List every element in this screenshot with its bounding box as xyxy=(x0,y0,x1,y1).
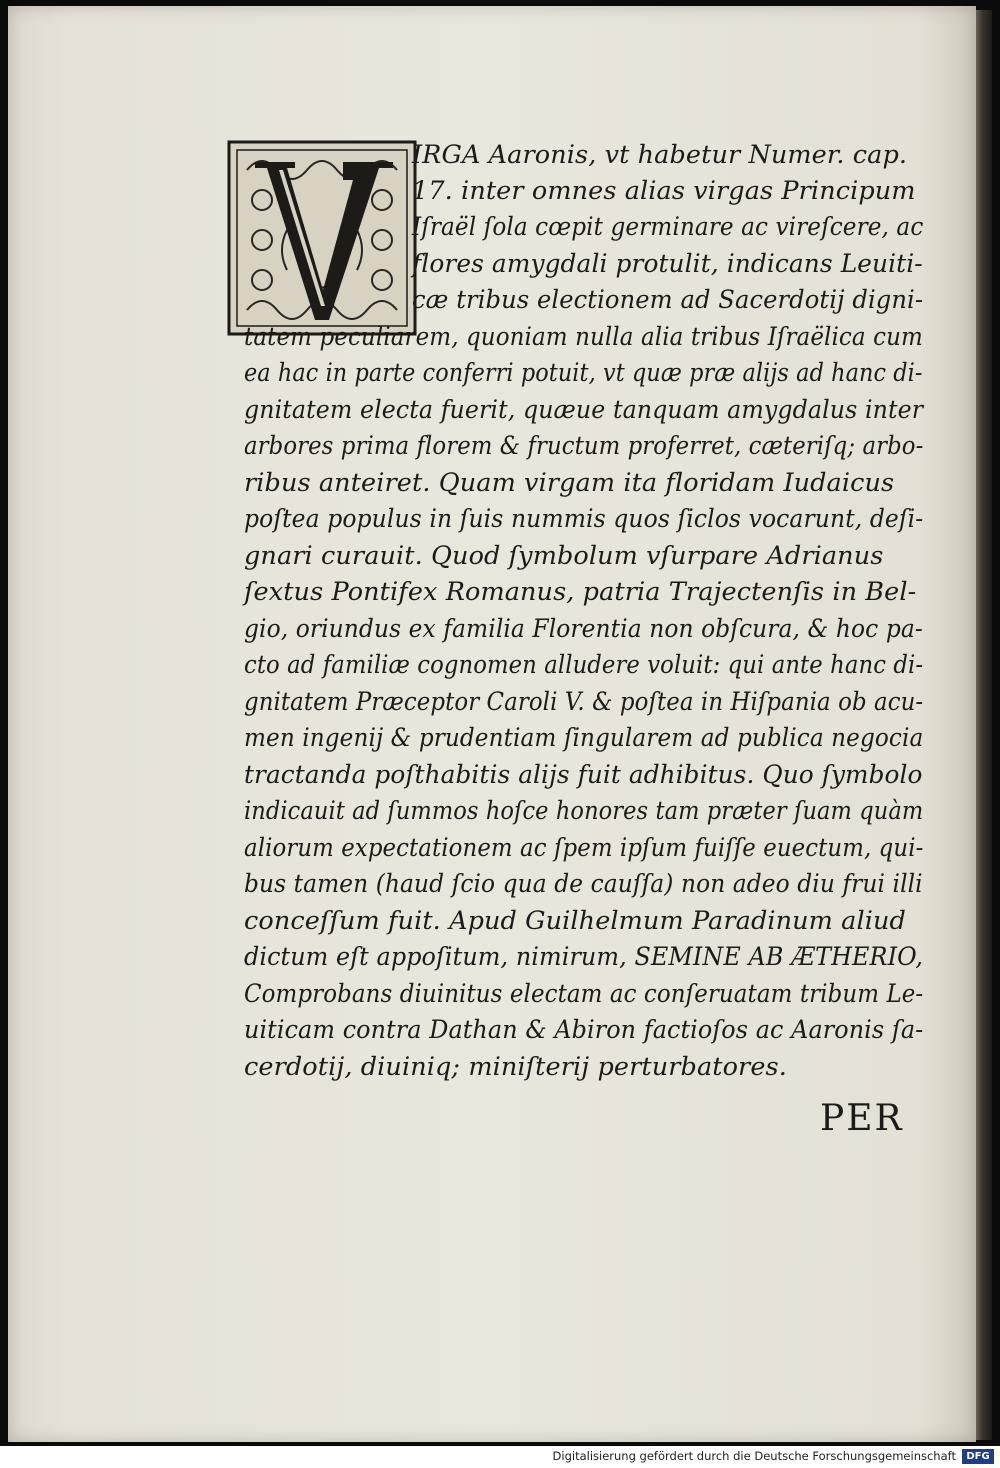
page-edge xyxy=(976,10,992,1440)
text-line-16: gnitatem Præceptor Caroli V. & poſtea in Hiſpania ob acu- xyxy=(244,687,924,717)
text-line-21: bus tamen (haud ſcio qua de cauſſa) non adeo diu frui illi xyxy=(244,869,923,899)
text-line-6: tatem peculiarem, quoniam nulla alia tribus Iſraëlica cum xyxy=(244,322,923,352)
credit-text: Digitalisierung gefördert durch die Deutsche Forschungsgemeinschaft xyxy=(552,1449,956,1463)
text-line-13: ſextus Pontifex Romanus, patria Trajectenſis in Bel- xyxy=(244,577,917,607)
credit-bar xyxy=(0,1446,1000,1468)
text-line-1: IRGA Aaronis, vt habetur Numer. cap. xyxy=(412,140,908,170)
text-line-8: gnitatem electa fuerit, quæue tanquam amygdalus inter xyxy=(244,395,924,425)
text-line-14: gio, oriundus ex familia Florentia non obſcura, & hoc pa- xyxy=(244,614,923,644)
text-line-12: gnari curauit. Quod ſymbolum vſurpare Adrianus xyxy=(244,541,884,571)
text-line-17: men ingenij & prudentiam ſingularem ad publica negocia xyxy=(244,723,924,753)
book-page xyxy=(8,6,976,1442)
text-line-25: uiticam contra Dathan & Abiron factioſos ac Aaronis ſa- xyxy=(244,1015,924,1045)
text-line-5: cæ tribus electionem ad Sacerdotij digni- xyxy=(412,285,924,315)
text-line-10: ribus anteiret. Quam virgam ita floridam Iudaicus xyxy=(244,468,895,498)
text-line-9: arbores prima florem & fructum proferret, cæteriſq; arbo- xyxy=(244,431,924,461)
text-line-3: Iſraël ſola cœpit germinare ac vireſcere, ac xyxy=(412,212,924,242)
text-line-7: ea hac in parte conferri potuit, vt quæ præ alijs ad hanc di- xyxy=(244,358,923,388)
text-line-24: Comprobans diuinitus electam ac conſeruatam tribum Le- xyxy=(244,979,924,1009)
text-line-18: tractanda poſthabitis alijs fuit adhibitus. Quo ſymbolo xyxy=(244,760,923,790)
catchword: PER xyxy=(820,1098,904,1139)
body-text xyxy=(8,6,976,1442)
text-line-26: cerdotij, diuiniq; miniſterij perturbatores. xyxy=(244,1052,787,1082)
text-line-20: aliorum expectationem ac ſpem ipſum fuiſſe euectum, qui- xyxy=(244,833,924,863)
text-line-22: conceſſum fuit. Apud Guilhelmum Paradinum aliud xyxy=(244,906,906,936)
text-line-15: cto ad familiæ cognomen alludere voluit: qui ante hanc di- xyxy=(244,650,924,680)
text-line-19: indicauit ad ſummos hoſce honores tam præter ſuam quàm xyxy=(244,796,924,826)
text-line-11: poſtea populus in ſuis nummis quos ſiclos vocarunt, deſi- xyxy=(244,504,924,534)
text-line-2: 17. inter omnes alias virgas Principum xyxy=(412,176,916,206)
text-line-23: dictum eſt appoſitum, nimirum, SEMINE AB ÆTHERIO, xyxy=(244,942,924,972)
text-line-4: flores amygdali protulit, indicans Leuiti- xyxy=(412,249,923,279)
dfg-logo-icon: DFG xyxy=(962,1449,994,1464)
